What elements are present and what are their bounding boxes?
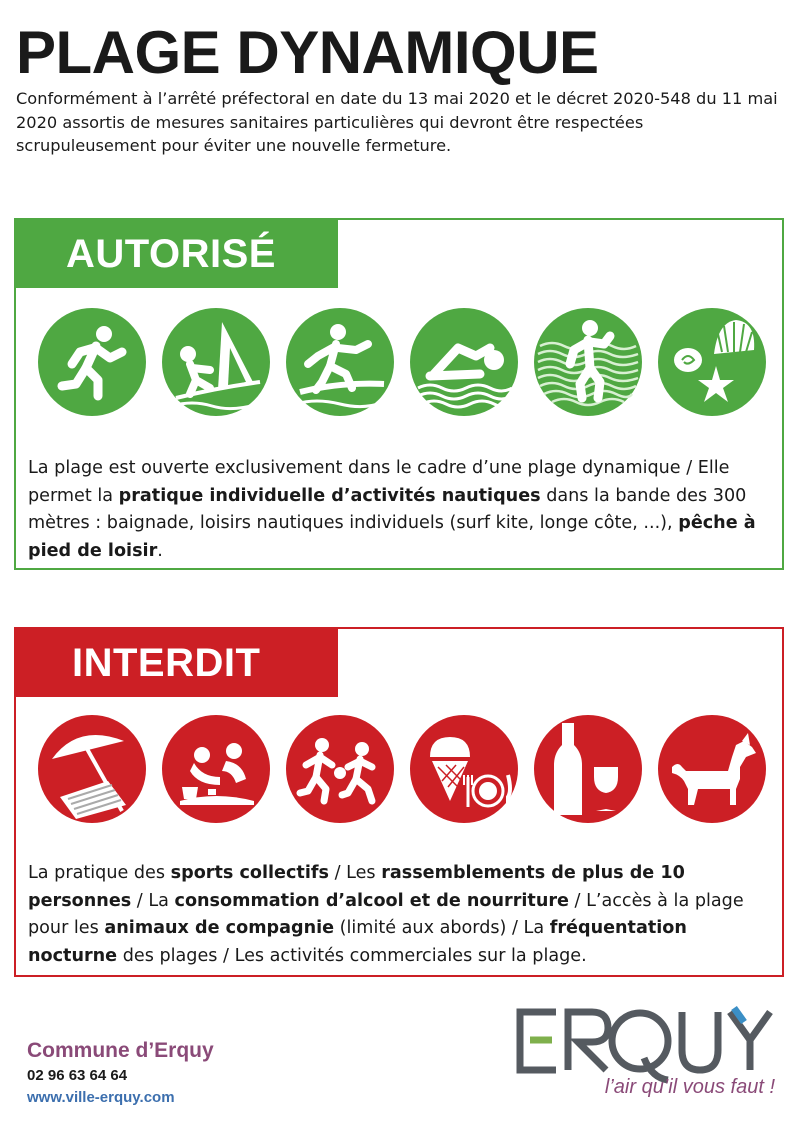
ice-cream-meal-icon xyxy=(410,715,518,823)
page-title: PLAGE DYNAMIQUE xyxy=(16,19,599,86)
allowed-panel xyxy=(14,218,784,570)
allowed-icons xyxy=(38,308,768,418)
running-icon xyxy=(38,308,146,416)
forbidden-title: INTERDIT xyxy=(16,629,338,697)
team-sports-icon xyxy=(286,715,394,823)
intro-text: Conformément à l’arrêté préfectoral en date du 13 mai 2020 et le décret 2020-548 du 11 mai 2020 assortis de mesures sanitaires particulières qui devront être respectées scrupuleusement pour éviter une nouvelle fermeture. xyxy=(16,89,778,155)
phone-number: 02 96 63 64 64 xyxy=(27,1067,128,1084)
commune-name: Commune d’Erquy xyxy=(27,1039,214,1062)
wading-icon xyxy=(534,308,642,416)
dog-icon xyxy=(658,715,766,823)
allowed-text: La plage est ouverte exclusivement dans le cadre d’une plage dynamique / Elle permet la pratique individuelle d’activités nautiques dans la bande des 300 mètres : baignade, loisirs nautiques individuels (surf kite, longe côte, ...), pêche à pied de loisir. xyxy=(28,458,756,561)
surf-icon xyxy=(286,308,394,416)
windsurf-icon xyxy=(162,308,270,416)
website-link[interactable]: www.ville-erquy.com xyxy=(27,1089,175,1106)
swimming-icon xyxy=(410,308,518,416)
shell-starfish-icon xyxy=(658,308,766,416)
forbidden-panel xyxy=(14,627,784,977)
parasol-towel-icon xyxy=(38,715,146,823)
alcohol-icon xyxy=(534,715,642,823)
sandcastle-icon xyxy=(162,715,270,823)
forbidden-icons xyxy=(38,715,768,825)
slogan: l’air qu’il vous faut ! xyxy=(604,1076,775,1098)
forbidden-text: La pratique des sports collectifs / Les rassemblements de plus de 10 personnes / La consommation d’alcool et de nourriture / L’accès à la plage pour les animaux de compagnie (limité aux abords) / La fréquentation nocturne des plages / Les activités commerciales sur la plage. xyxy=(28,863,744,966)
allowed-title: AUTORISÉ xyxy=(16,220,338,288)
contact-block xyxy=(27,1037,214,1109)
